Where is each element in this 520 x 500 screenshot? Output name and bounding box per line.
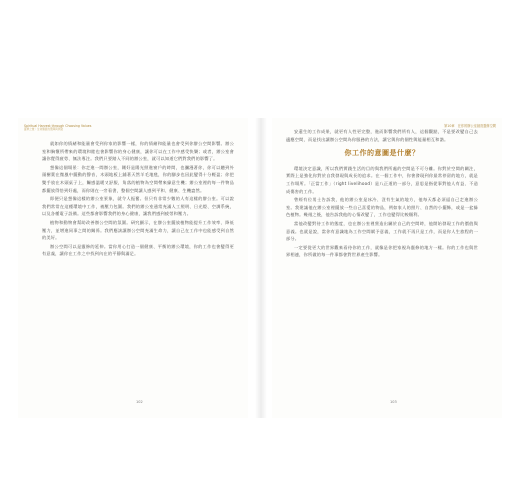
paragraph: 曾經有位男士告訴我，他的辦公室是冰冷、沒有生氣的地方，他每天都必須逼自己走進辦公室。我建議他在辦公室裡擺放一些自己喜愛的物品，例如家人的照片、自然的小擺飾，或是一盆綠色植物。幾週之後，他告訴我他的心情改變了，工作也變得比較順利。 [286,197,478,218]
paragraph: 環境決定意識，所以我們實踐生活的目的與我們所處的空間是不可分離。你對於空間的關注，實際上是強化你對於自我發現與成長的追求。在一個工作中，你會發現到你最常停留的地方，就是工作場所。「正當工作」（right livelihood）是八正道的一部分，意思是指從事對他人有益、不造成傷害的工作。 [286,165,478,194]
paragraph: 即便只是想像這樣的辦公室景象，就令人振奮。但只有非常少數的人有這樣的辦公室。可以說我們常常在這種環境中工作，被壓力包圍。我們的辦公室通常充滿人工照明、日光燈、空調系統，以及各種電子設備。這些都會影響我們的身心健康，讓我們感到疲勞和壓力。 [42,196,234,217]
page-number: 102 [136,400,143,404]
header-line-1: 第10章 在你的辦公室創造靈修空間 [444,124,496,128]
paragraph: 植物和動物會幫助改善辦公空間的氛圍。研究顯示，在辦公室擺放植物能提升工作效率、降低壓力，並增進同事之間的關係。我們應該讓辦公空間充滿生命力，讓自己在工作中也能感受到自然的美好。 [42,219,234,241]
header-line-1: Spiritual Harvest through Choosing Values [24,124,92,128]
right-body-text [286,128,478,260]
paragraph: 就如你的情緒和能量會受到你家的影響一樣，你的情緒和能量也會受到你辦公空間影響。辦公室和胸懷所帶來的環境和睦也會影響你的身心健康，讓你可以在工作中感受快樂；或者，辦公室會讓你覺得疲勞、無法專注。我們只要踏入不同的辦公室，就可以知道它們對我們的影響了。 [42,141,234,162]
left-page [18,118,248,418]
paragraph: 辦公空間可以是靈修的延伸。當你用心打造一個健康、平衡的辦公環境，你的工作也會變得更有意義，讓你在工作之中找到內在的平靜與滿足。 [42,243,234,257]
header-line-2: 靈修之旅｜生命價值的選擇與實踐 [24,128,63,132]
section-heading: 你工作的意圖是什麼？ [344,148,420,158]
book-spine [255,118,267,418]
paragraph: 當他改變對待工作的態度，也在辦公室裡營造出屬於自己的空間時，他開始發現工作的價值與意義。也就是說，當你有意識地為工作空間賦予意義，工作就不再只是工作，而是你人生旅程的一部分。 [286,220,478,242]
paragraph: 一定要從更大的世界觀來看待你的工作，就像是你把家視為靈修的地方一樣。你的工作也與世界相連，你所做的每一件事都會對世界產生影響。 [286,244,478,258]
running-header [24,124,91,132]
left-body-text [42,140,234,259]
right-page [272,118,502,418]
paragraph: 安還生的工作成果，就更有人性更完整，進而影響我們所有人，這個觀點，不是要改變自己去適應空間，而是找出讓辦公空間為你服務的方法，讓它與你的個性與能量相互和諧。 [286,129,478,142]
paragraph: 想像這個場景：你走進一間辦公室，剛好是陽光照進窗戶的時間，也瀰漫著你，你可以聽到外頭樹葉在微風中擺動的聲音，木頭地板上鋪著天然羊毛地毯，你的腳步也因此變得十分輕盈；你把雙手放在木頭桌子上，觸感溫暖又舒服，角落的植物為空間帶來綠意生機；辦公室裡的每一件物品都擺放得恰到好處，而你則在一旁看書，整個空間讓人感到平和、健康、生機盎然。 [42,164,234,193]
page-number: 103 [390,400,397,404]
